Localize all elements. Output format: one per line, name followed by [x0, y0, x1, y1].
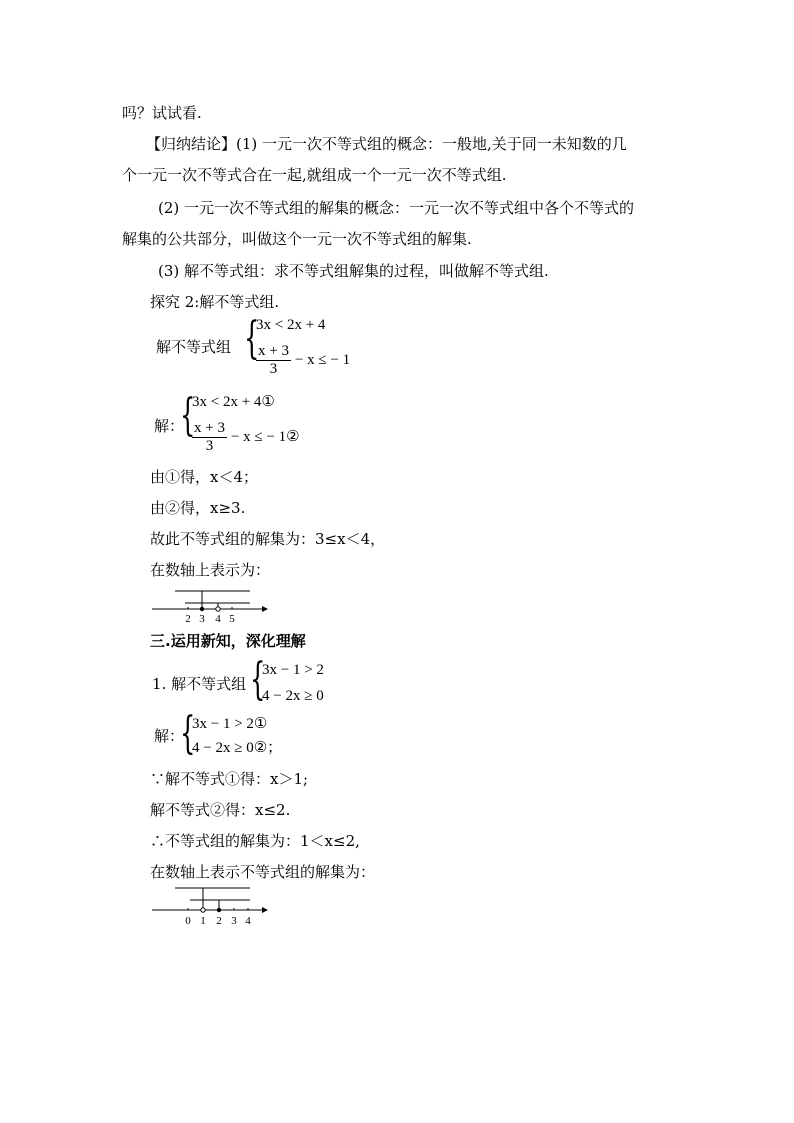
text-line: (3) 解不等式组：求不等式组解集的过程，叫做解不等式组.: [158, 262, 549, 280]
brace-icon: {: [180, 390, 196, 441]
text-line: 吗？试试看.: [122, 104, 202, 122]
hollow-point: [201, 908, 205, 912]
tick-label: 1: [200, 915, 206, 926]
inequality-system-3: [150, 654, 390, 710]
system-row-2: 4 − 2x ≥ 0: [262, 688, 324, 704]
text-line: 个一元一次不等式合在一起,就组成一个一元一次不等式组.: [122, 166, 507, 184]
fraction: $\frac{x + 3}{3}$: [194, 420, 225, 454]
axis-arrow-icon: [262, 606, 268, 612]
tick-label: 4: [215, 613, 221, 625]
text-line: 探究 2:解不等式组.: [150, 293, 280, 311]
hollow-point: [216, 607, 220, 611]
tick-label: 0: [185, 915, 191, 926]
system-row-1: 3x − 1 > 2: [262, 662, 324, 678]
brace-icon: {: [244, 313, 260, 364]
text-line: ∴不等式组的解集为：1＜x≤2,: [150, 832, 360, 850]
text-line: 由①得，x＜4；: [150, 468, 259, 486]
system-row-2: 4 − 2x ≥ 0②；: [192, 740, 283, 756]
system-row-2: $\frac{x + 3}{3}$ − x ≤ − 1: [258, 343, 351, 377]
system-label: 1. 解不等式组: [152, 675, 247, 693]
text-line: 由②得，x≥3.: [150, 499, 246, 517]
tick-label: 3: [231, 915, 237, 926]
brace-icon: {: [250, 654, 266, 705]
system-label: 解：: [154, 417, 185, 435]
text-line: (2) 一元一次不等式组的解集的概念：一元一次不等式组中各个不等式的: [158, 199, 635, 217]
number-line-2: [150, 884, 275, 926]
tick-label: 2: [216, 915, 222, 926]
solid-point: [217, 908, 221, 912]
system-label: 解不等式组: [156, 338, 232, 356]
axis-arrow-icon: [262, 907, 268, 913]
inequality-system-2: [150, 390, 390, 460]
solid-point: [200, 607, 204, 611]
tick-label: 5: [229, 613, 235, 625]
inequality-system-1: [156, 313, 396, 383]
brace-icon: {: [180, 708, 196, 759]
fraction: $\frac{x + 3}{3}$: [258, 343, 289, 377]
system-label: 解：: [154, 727, 185, 745]
system-row-1: 3x − 1 > 2①: [192, 716, 268, 732]
text-line: 故此不等式组的解集为：3≤x＜4，: [150, 530, 386, 548]
text-line: 在数轴上表示不等式组的解集为：: [150, 863, 376, 881]
system-row-1: 3x < 2x + 4①: [192, 394, 275, 410]
tick-label: 2: [185, 613, 191, 625]
text-line: 在数轴上表示为：: [150, 561, 271, 579]
text-line: ∵解不等式①得：x＞1;: [150, 770, 309, 788]
inequality-system-4: [150, 708, 390, 764]
section-heading: 三.运用新知，深化理解: [150, 632, 306, 650]
text-line: 解不等式②得：x≤2.: [150, 801, 291, 819]
system-row-1: 3x < 2x + 4: [256, 317, 326, 333]
text-line: 解集的公共部分，叫做这个一元一次不等式组的解集.: [122, 230, 472, 248]
text-line: 【归纳结论】(1) 一元一次不等式组的概念：一般地,关于同一未知数的几: [146, 135, 627, 153]
system-row-2: $\frac{x + 3}{3}$ − x ≤ − 1②: [194, 420, 300, 454]
tick-label: 4: [245, 915, 251, 926]
tick-label: 3: [199, 613, 205, 625]
number-line-1: [150, 585, 275, 627]
